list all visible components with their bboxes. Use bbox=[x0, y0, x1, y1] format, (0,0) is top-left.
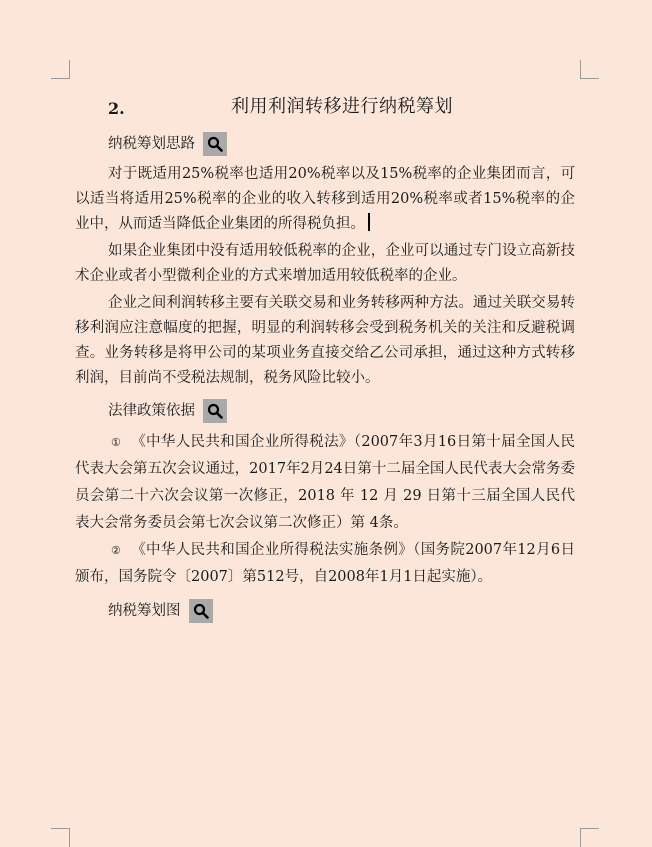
paragraph-2: 如果企业集团中没有适用较低税率的企业，企业可以通过专门设立高新技术企业或者小型微利企业的方式来增加适用较低税率的企业。 bbox=[75, 243, 575, 284]
subsection-label-chart: 纳税筹划图 bbox=[108, 602, 181, 619]
law-item-1 bbox=[75, 429, 575, 537]
law-marker: ① bbox=[111, 436, 122, 449]
crop-mark-top-right bbox=[580, 60, 599, 79]
subsection-label-idea: 纳税筹划思路 bbox=[108, 135, 195, 152]
section-heading bbox=[75, 92, 575, 124]
law-text: 《中华人民共和国企业所得税法实施条例》（国务院2007年12月6日颁布，国务院令〔2007〕第512号，自2008年1月1日起实施）。 bbox=[75, 542, 575, 585]
crop-mark-bottom-right bbox=[580, 828, 599, 847]
heading-number: 2. bbox=[108, 99, 125, 118]
crop-mark-bottom-left bbox=[51, 828, 70, 847]
magnifier-icon[interactable] bbox=[203, 399, 227, 423]
subsection-chart bbox=[75, 597, 575, 625]
paragraph-3: 企业之间利润转移主要有关联交易和业务转移两种方法。通过关联交易转移利润应注意幅度的把握，明显的利润转移会受到税务机关的关注和反避税调查。业务转移是将甲公司的某项业务直接交给乙公司承担，通过这种方式转移利润，目前尚不受税法规制，税务风险比较小。 bbox=[75, 295, 575, 386]
magnifier-icon[interactable] bbox=[189, 599, 213, 623]
subsection-law bbox=[75, 397, 575, 425]
law-item-2 bbox=[75, 537, 575, 591]
document-page bbox=[75, 92, 575, 629]
subsection-idea bbox=[75, 130, 575, 158]
law-text: 《中华人民共和国企业所得税法》（2007年3月16日第十届全国人民代表大会第五次会议通过，2017年2月24日第十二届全国人民代表大会常务委员会第二十六次会议第一次修正，2018 年 12 月 29 日第十三届全国人民代表大会常务委员会第七次会议第二次修正）第 4条。 bbox=[75, 434, 575, 531]
text-cursor bbox=[368, 213, 370, 231]
crop-mark-top-left bbox=[51, 60, 70, 79]
magnifier-icon[interactable] bbox=[203, 132, 227, 156]
subsection-label-law: 法律政策依据 bbox=[108, 402, 195, 419]
heading-title: 利用利润转移进行纳税筹划 bbox=[231, 96, 453, 117]
paragraph-1: 对于既适用25%税率也适用20%税率以及15%税率的企业集团而言，可以适当将适用25%税率的企业的收入转移到适用20%税率或者15%税率的企业中，从而适当降低企业集团的所得税负担。 bbox=[75, 166, 575, 232]
law-marker: ② bbox=[111, 544, 122, 557]
